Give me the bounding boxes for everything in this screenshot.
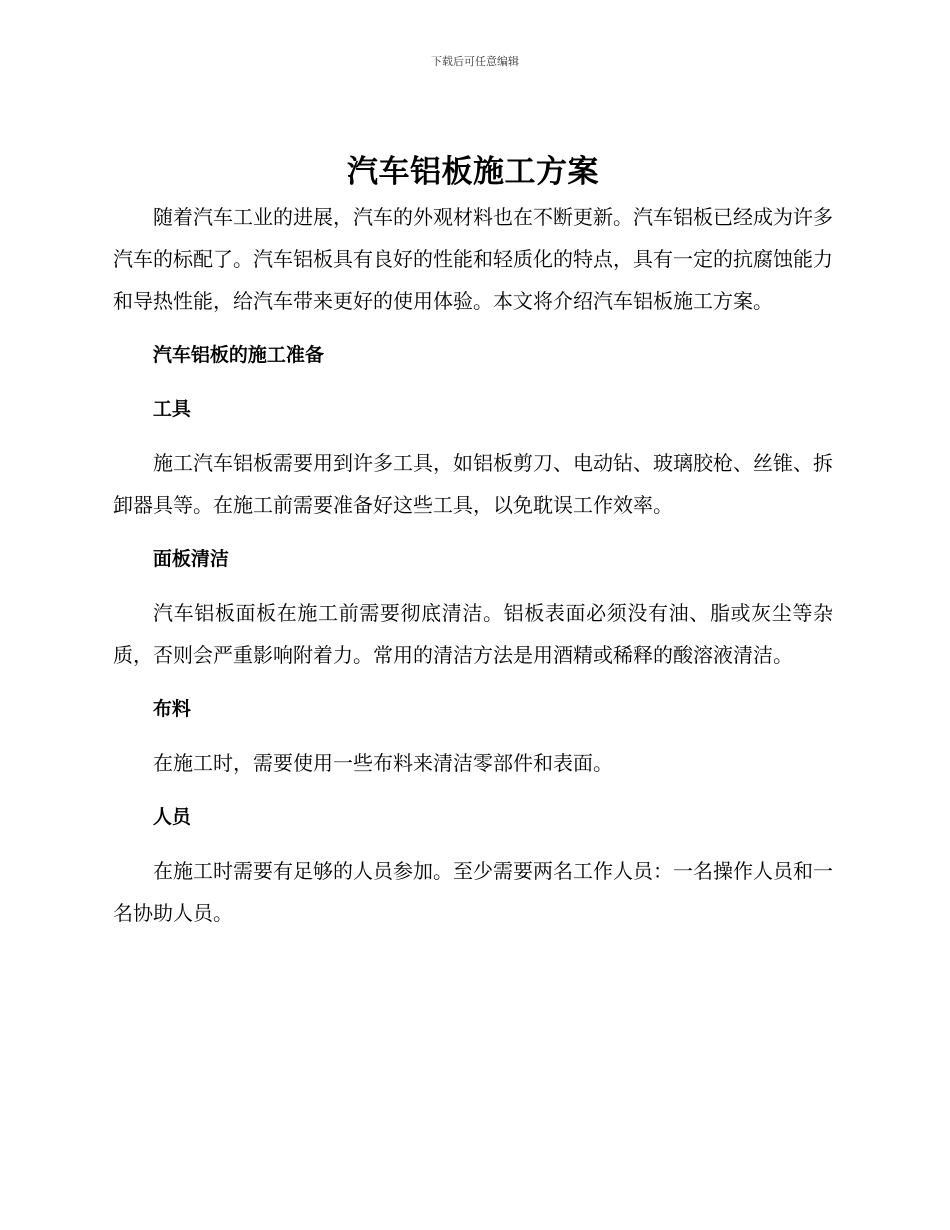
intro-paragraph: 随着汽车工业的进展，汽车的外观材料也在不断更新。汽车铝板已经成为许多汽车的标配了。汽车铝板具有良好的性能和轻质化的特点，具有一定的抗腐蚀能力和导热性能，给汽车带来更好的使用体验。本文将介绍汽车铝板施工方案。: [113, 205, 833, 313]
section-heading-personnel: 人员: [152, 806, 191, 828]
section-heading-tools: 工具: [152, 398, 191, 420]
section-heading-cloth: 布料: [152, 698, 191, 720]
header-note: 下载后可任意编辑: [431, 55, 519, 68]
section-body-panel-cleaning: 汽车铝板面板在施工前需要彻底清洁。铝板表面必须没有油、脂或灰尘等杂质，否则会严重影响附着力。常用的清洁方法是用酒精或稀释的酸溶液清洁。: [113, 601, 833, 667]
section-body-tools: 施工汽车铝板需要用到许多工具，如铝板剪刀、电动钻、玻璃胶枪、丝锥、拆卸器具等。在施工前需要准备好这些工具，以免耽误工作效率。: [113, 451, 833, 517]
section-body-personnel: 在施工时需要有足够的人员参加。至少需要两名工作人员：一名操作人员和一名协助人员。: [113, 859, 833, 925]
section-body-cloth: 在施工时，需要使用一些布料来清洁零部件和表面。: [153, 751, 613, 775]
section-heading-preparation: 汽车铝板的施工准备: [152, 344, 324, 366]
document-title: 汽车铝板施工方案: [347, 154, 599, 190]
document-content: [113, 148, 833, 934]
section-heading-panel-cleaning: 面板清洁: [152, 548, 229, 570]
